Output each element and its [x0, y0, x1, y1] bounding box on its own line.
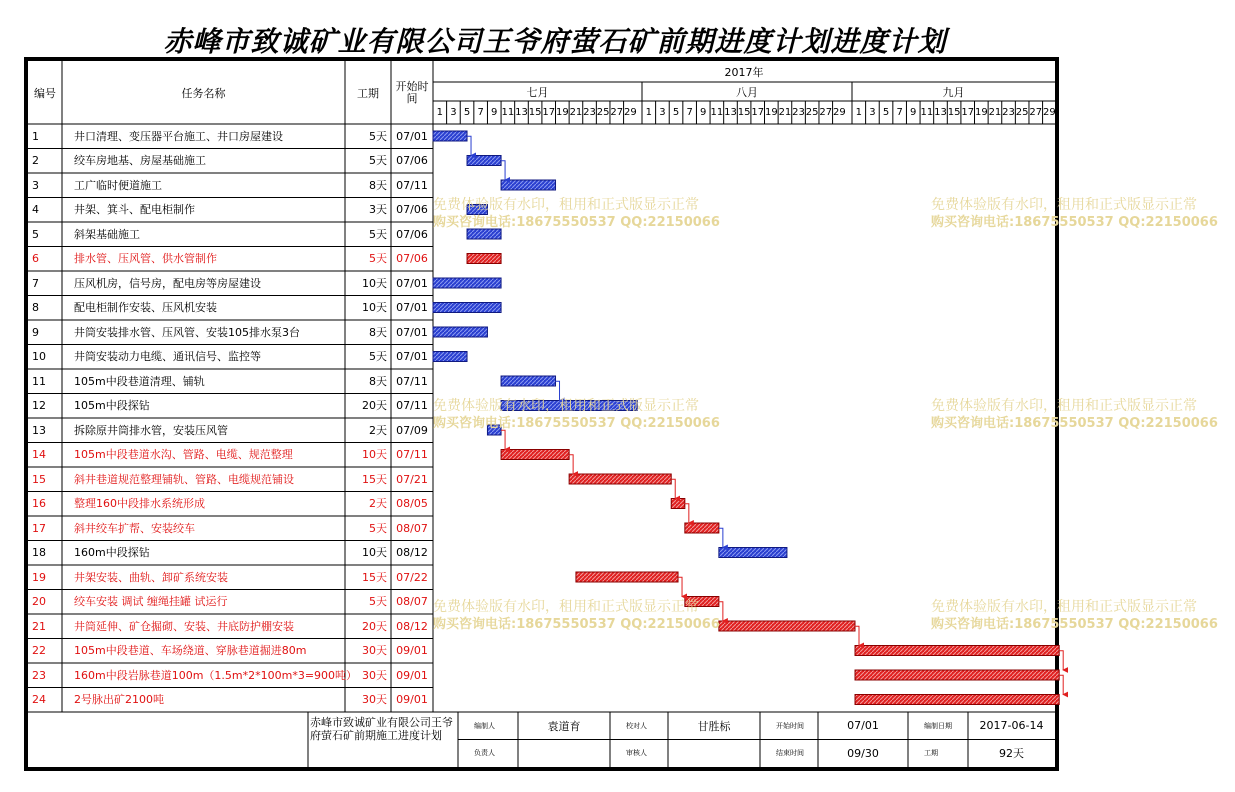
footer-reviewer-value	[668, 740, 760, 768]
footer-period-value: 92天	[999, 747, 1024, 761]
task-number: 20	[32, 595, 46, 609]
dependency-arrow	[1059, 651, 1063, 670]
header-day: 23	[583, 107, 596, 118]
footer-end-value: 09/30	[847, 746, 879, 760]
task-start: 07/11	[396, 178, 428, 192]
task-number: 24	[32, 693, 46, 707]
dependency-arrow	[685, 504, 689, 523]
task-duration: 5天	[369, 129, 387, 143]
watermark-line2: 购买咨询电话:18675550537 QQ:22150066	[931, 215, 1218, 230]
task-name: 绞车安装 调试 缠绳挂罐 试运行	[74, 595, 228, 609]
task-duration: 2天	[369, 423, 387, 437]
task-number: 16	[32, 497, 46, 511]
watermark	[931, 598, 1218, 634]
task-name: 井筒延伸、矿仓掘砌、安装、井底防护棚安装	[74, 619, 294, 633]
gantt-bar[interactable]	[433, 327, 487, 337]
header-day: 17	[751, 107, 765, 118]
watermark-line2: 购买咨询电话:18675550537 QQ:22150066	[433, 215, 720, 230]
header-day: 27	[610, 107, 624, 118]
watermark	[433, 196, 720, 232]
task-start: 07/06	[396, 203, 428, 217]
task-duration: 10天	[362, 301, 387, 315]
page-title: 赤峰市致诚矿业有限公司王爷府萤石矿前期进度计划进度计划	[163, 25, 947, 58]
footer-start-value: 07/01	[847, 719, 879, 733]
task-start: 07/06	[396, 154, 428, 168]
task-start: 08/12	[396, 546, 428, 560]
task-duration: 8天	[369, 325, 387, 339]
task-start: 07/01	[396, 301, 428, 315]
task-duration: 8天	[369, 178, 387, 192]
footer-owner-value	[518, 740, 610, 768]
header-start-date: 开始时间	[395, 79, 429, 105]
footer-company: 赤峰市致诚矿业有限公司王爷府萤石矿前期施工进度计划	[310, 716, 453, 742]
header-day: 21	[569, 107, 583, 118]
watermark	[931, 196, 1218, 232]
watermark-line1: 免费体验版有水印，租用和正式版显示正常	[931, 398, 1197, 414]
task-name: 配电柜制作安装、压风机安装	[74, 301, 217, 315]
header-day: 9	[700, 107, 707, 118]
gantt-bar[interactable]	[855, 695, 1059, 705]
task-start: 07/06	[396, 252, 428, 266]
watermark-line2: 购买咨询电话:18675550537 QQ:22150066	[433, 617, 720, 632]
gantt-bar[interactable]	[433, 278, 501, 288]
header-day: 1	[645, 107, 652, 118]
header-day: 25	[805, 107, 819, 118]
task-duration: 2天	[369, 497, 387, 511]
header-year: 2017年	[724, 65, 764, 79]
task-duration: 5天	[369, 252, 387, 266]
task-start: 07/06	[396, 227, 428, 241]
task-name: 井架、箕斗、配电柜制作	[74, 203, 195, 217]
task-number: 3	[32, 178, 39, 192]
watermark-line2: 购买咨询电话:18675550537 QQ:22150066	[931, 617, 1218, 632]
task-duration: 5天	[369, 521, 387, 535]
task-duration: 30天	[362, 668, 387, 682]
footer-compiler-value: 袁道育	[547, 719, 581, 733]
task-name: 整理160中段排水系统形成	[74, 497, 205, 511]
task-number: 14	[32, 448, 46, 462]
header-month: 八月	[736, 85, 758, 99]
task-start: 08/12	[396, 619, 428, 633]
header-day: 1	[855, 107, 862, 118]
header-day: 25	[596, 107, 610, 118]
footer-reviewer-label: 审核人	[626, 749, 647, 758]
task-number: 10	[32, 350, 46, 364]
task-start: 07/09	[396, 423, 428, 437]
footer-owner-label: 负责人	[474, 749, 495, 758]
task-start: 09/01	[396, 668, 428, 682]
gantt-bar[interactable]	[467, 254, 501, 264]
task-name: 井口清理、变压器平台施工、井口房屋建设	[74, 129, 283, 143]
header-day: 7	[896, 107, 903, 118]
gantt-bar[interactable]	[433, 303, 501, 313]
gantt-bar[interactable]	[501, 376, 555, 386]
header-day: 19	[555, 107, 569, 118]
task-number: 5	[32, 227, 39, 241]
watermark	[433, 397, 720, 433]
header-no: 编号	[34, 86, 56, 100]
header-duration: 工期	[357, 86, 379, 100]
watermark-line1: 免费体验版有水印，租用和正式版显示正常	[931, 599, 1197, 615]
watermark-line1: 免费体验版有水印，租用和正式版显示正常	[433, 398, 699, 414]
header-day: 17	[961, 107, 975, 118]
task-name: 拆除原井筒排水管，安装压风管	[74, 423, 228, 437]
header-day: 23	[792, 107, 805, 118]
task-name: 排水管、压风管、供水管制作	[74, 252, 217, 266]
gantt-bar[interactable]	[433, 352, 467, 362]
dependency-arrow	[501, 161, 505, 180]
task-name: 井筒安装动力电缆、通讯信号、监控等	[74, 350, 261, 364]
task-start: 08/05	[396, 497, 428, 511]
gantt-bar[interactable]	[719, 621, 855, 631]
task-name: 压风机房，信号房，配电房等房屋建设	[74, 276, 261, 290]
header-day: 15	[737, 107, 751, 118]
gantt-bar[interactable]	[671, 499, 685, 509]
header-day: 1	[436, 107, 443, 118]
header-day: 3	[869, 107, 876, 118]
task-number: 17	[32, 521, 46, 535]
task-duration: 20天	[362, 399, 387, 413]
gantt-bar[interactable]	[685, 523, 719, 533]
task-number: 7	[32, 276, 39, 290]
task-duration: 10天	[362, 276, 387, 290]
header-day: 9	[491, 107, 498, 118]
task-number: 1	[32, 129, 39, 143]
header-day: 15	[528, 107, 542, 118]
task-duration: 5天	[369, 595, 387, 609]
gantt-bar[interactable]	[576, 572, 678, 582]
task-name: 井架安装、曲轨、卸矿系统安装	[74, 570, 228, 584]
watermark-line1: 免费体验版有水印，租用和正式版显示正常	[433, 197, 699, 213]
gantt-bar[interactable]	[719, 548, 787, 558]
header-day: 7	[686, 107, 693, 118]
footer-compiler-label: 编制人	[474, 721, 495, 730]
header-day: 5	[882, 107, 890, 118]
header-day: 3	[450, 107, 457, 118]
gantt-bar[interactable]	[501, 450, 569, 460]
dependency-arrow	[719, 528, 723, 547]
header-day: 27	[819, 107, 833, 118]
header-day: 5	[463, 107, 471, 118]
task-start: 07/11	[396, 374, 428, 388]
gantt-bar[interactable]	[433, 131, 467, 141]
gantt-bar[interactable]	[569, 474, 671, 484]
header-day: 7	[477, 107, 484, 118]
task-start: 07/11	[396, 399, 428, 413]
task-start: 07/01	[396, 276, 428, 290]
watermark-line2: 购买咨询电话:18675550537 QQ:22150066	[433, 416, 720, 431]
header-day: 13	[515, 107, 528, 118]
task-start: 07/21	[396, 472, 428, 486]
task-name: 绞车房地基、房屋基础施工	[74, 154, 206, 168]
task-number: 19	[32, 570, 46, 584]
task-name: 工广临时便道施工	[74, 178, 162, 192]
header-day: 11	[501, 107, 515, 118]
footer-period-label: 工期	[924, 749, 938, 758]
task-duration: 5天	[369, 227, 387, 241]
task-name: 斜架基础施工	[74, 227, 140, 241]
task-duration: 30天	[362, 644, 387, 658]
footer-checker-value: 甘胜标	[697, 719, 731, 733]
task-start: 09/01	[396, 644, 428, 658]
footer-end-label: 结束时间	[776, 749, 804, 758]
footer-date-value: 2017-06-14	[979, 719, 1044, 733]
gantt-bar[interactable]	[855, 646, 1059, 656]
task-number: 2	[32, 154, 39, 168]
task-name: 105m中段探钻	[74, 399, 150, 413]
header-day: 19	[764, 107, 778, 118]
task-number: 8	[32, 301, 39, 315]
task-start: 07/22	[396, 570, 428, 584]
header-day: 17	[542, 107, 556, 118]
dependency-arrow	[1059, 675, 1063, 694]
header-task-name: 任务名称	[181, 86, 226, 100]
header-day: 27	[1029, 107, 1043, 118]
task-duration: 20天	[362, 619, 387, 633]
task-start: 07/01	[396, 350, 428, 364]
dependency-arrow	[678, 577, 682, 596]
watermark	[931, 397, 1218, 433]
header-day: 15	[947, 107, 961, 118]
task-name: 105m中段巷道清理、铺轨	[74, 374, 205, 388]
task-number: 23	[32, 668, 46, 682]
gantt-bar[interactable]	[467, 156, 501, 166]
footer-date-label: 编制日期	[924, 721, 952, 730]
task-number: 22	[32, 644, 46, 658]
header-day: 11	[920, 107, 934, 118]
task-duration: 15天	[362, 472, 387, 486]
dependency-arrow	[467, 136, 471, 155]
task-start: 07/01	[396, 129, 428, 143]
header-day: 29	[833, 107, 846, 118]
dependency-arrow	[855, 626, 859, 645]
header-day: 21	[988, 107, 1002, 118]
header-day: 29	[1043, 107, 1056, 118]
task-number: 18	[32, 546, 46, 560]
task-name: 105m中段巷道、车场绕道、穿脉巷道掘进80m	[74, 644, 307, 658]
footer-checker-label: 校对人	[626, 721, 647, 730]
header-day: 23	[1002, 107, 1015, 118]
header-day: 13	[724, 107, 737, 118]
task-duration: 5天	[369, 350, 387, 364]
task-name: 斜井绞车扩帮、安装绞车	[74, 521, 195, 535]
dependency-arrow	[501, 430, 505, 449]
task-number: 4	[32, 203, 39, 217]
task-number: 11	[32, 374, 46, 388]
task-duration: 10天	[362, 546, 387, 560]
task-duration: 8天	[369, 374, 387, 388]
task-name: 105m中段巷道水沟、管路、电缆、规范整理	[74, 448, 293, 462]
task-duration: 30天	[362, 693, 387, 707]
dependency-arrow	[671, 479, 675, 498]
task-number: 9	[32, 325, 39, 339]
watermark-line1: 免费体验版有水印，租用和正式版显示正常	[433, 599, 699, 615]
task-number: 21	[32, 619, 46, 633]
header-day: 25	[1015, 107, 1029, 118]
header-day: 21	[778, 107, 792, 118]
watermark-line2: 购买咨询电话:18675550537 QQ:22150066	[931, 416, 1218, 431]
task-number: 12	[32, 399, 46, 413]
header-month: 七月	[526, 85, 549, 99]
dependency-arrow	[569, 455, 573, 474]
task-duration: 3天	[369, 203, 387, 217]
task-duration: 5天	[369, 154, 387, 168]
watermark-line1: 免费体验版有水印，租用和正式版显示正常	[931, 197, 1197, 213]
gantt-bar[interactable]	[855, 670, 1059, 680]
header-day: 13	[934, 107, 947, 118]
task-number: 6	[32, 252, 39, 266]
task-name: 160m中段岩脉巷道100m（1.5m*2*100m*3=900吨）	[74, 668, 358, 682]
watermark	[433, 598, 720, 634]
task-start: 09/01	[396, 693, 428, 707]
task-number: 15	[32, 472, 46, 486]
header-day: 29	[624, 107, 637, 118]
header-day: 11	[710, 107, 724, 118]
footer-start-label: 开始时间	[776, 721, 804, 730]
header-day: 5	[672, 107, 680, 118]
task-start: 08/07	[396, 521, 428, 535]
task-name: 2号脉出矿2100吨	[74, 693, 164, 707]
task-start: 08/07	[396, 595, 428, 609]
task-duration: 15天	[362, 570, 387, 584]
gantt-bar[interactable]	[501, 180, 555, 190]
task-name: 井筒安装排水管、压风管、安装105排水泵3台	[74, 325, 300, 339]
task-name: 斜井巷道规范整理铺轨、管路、电缆规范铺设	[74, 472, 294, 486]
header-day: 3	[659, 107, 666, 118]
header-day: 9	[910, 107, 917, 118]
task-start: 07/01	[396, 325, 428, 339]
task-start: 07/11	[396, 448, 428, 462]
task-name: 160m中段探钻	[74, 546, 150, 560]
task-duration: 10天	[362, 448, 387, 462]
header-day: 19	[974, 107, 988, 118]
header-month: 九月	[942, 85, 965, 99]
task-number: 13	[32, 423, 46, 437]
